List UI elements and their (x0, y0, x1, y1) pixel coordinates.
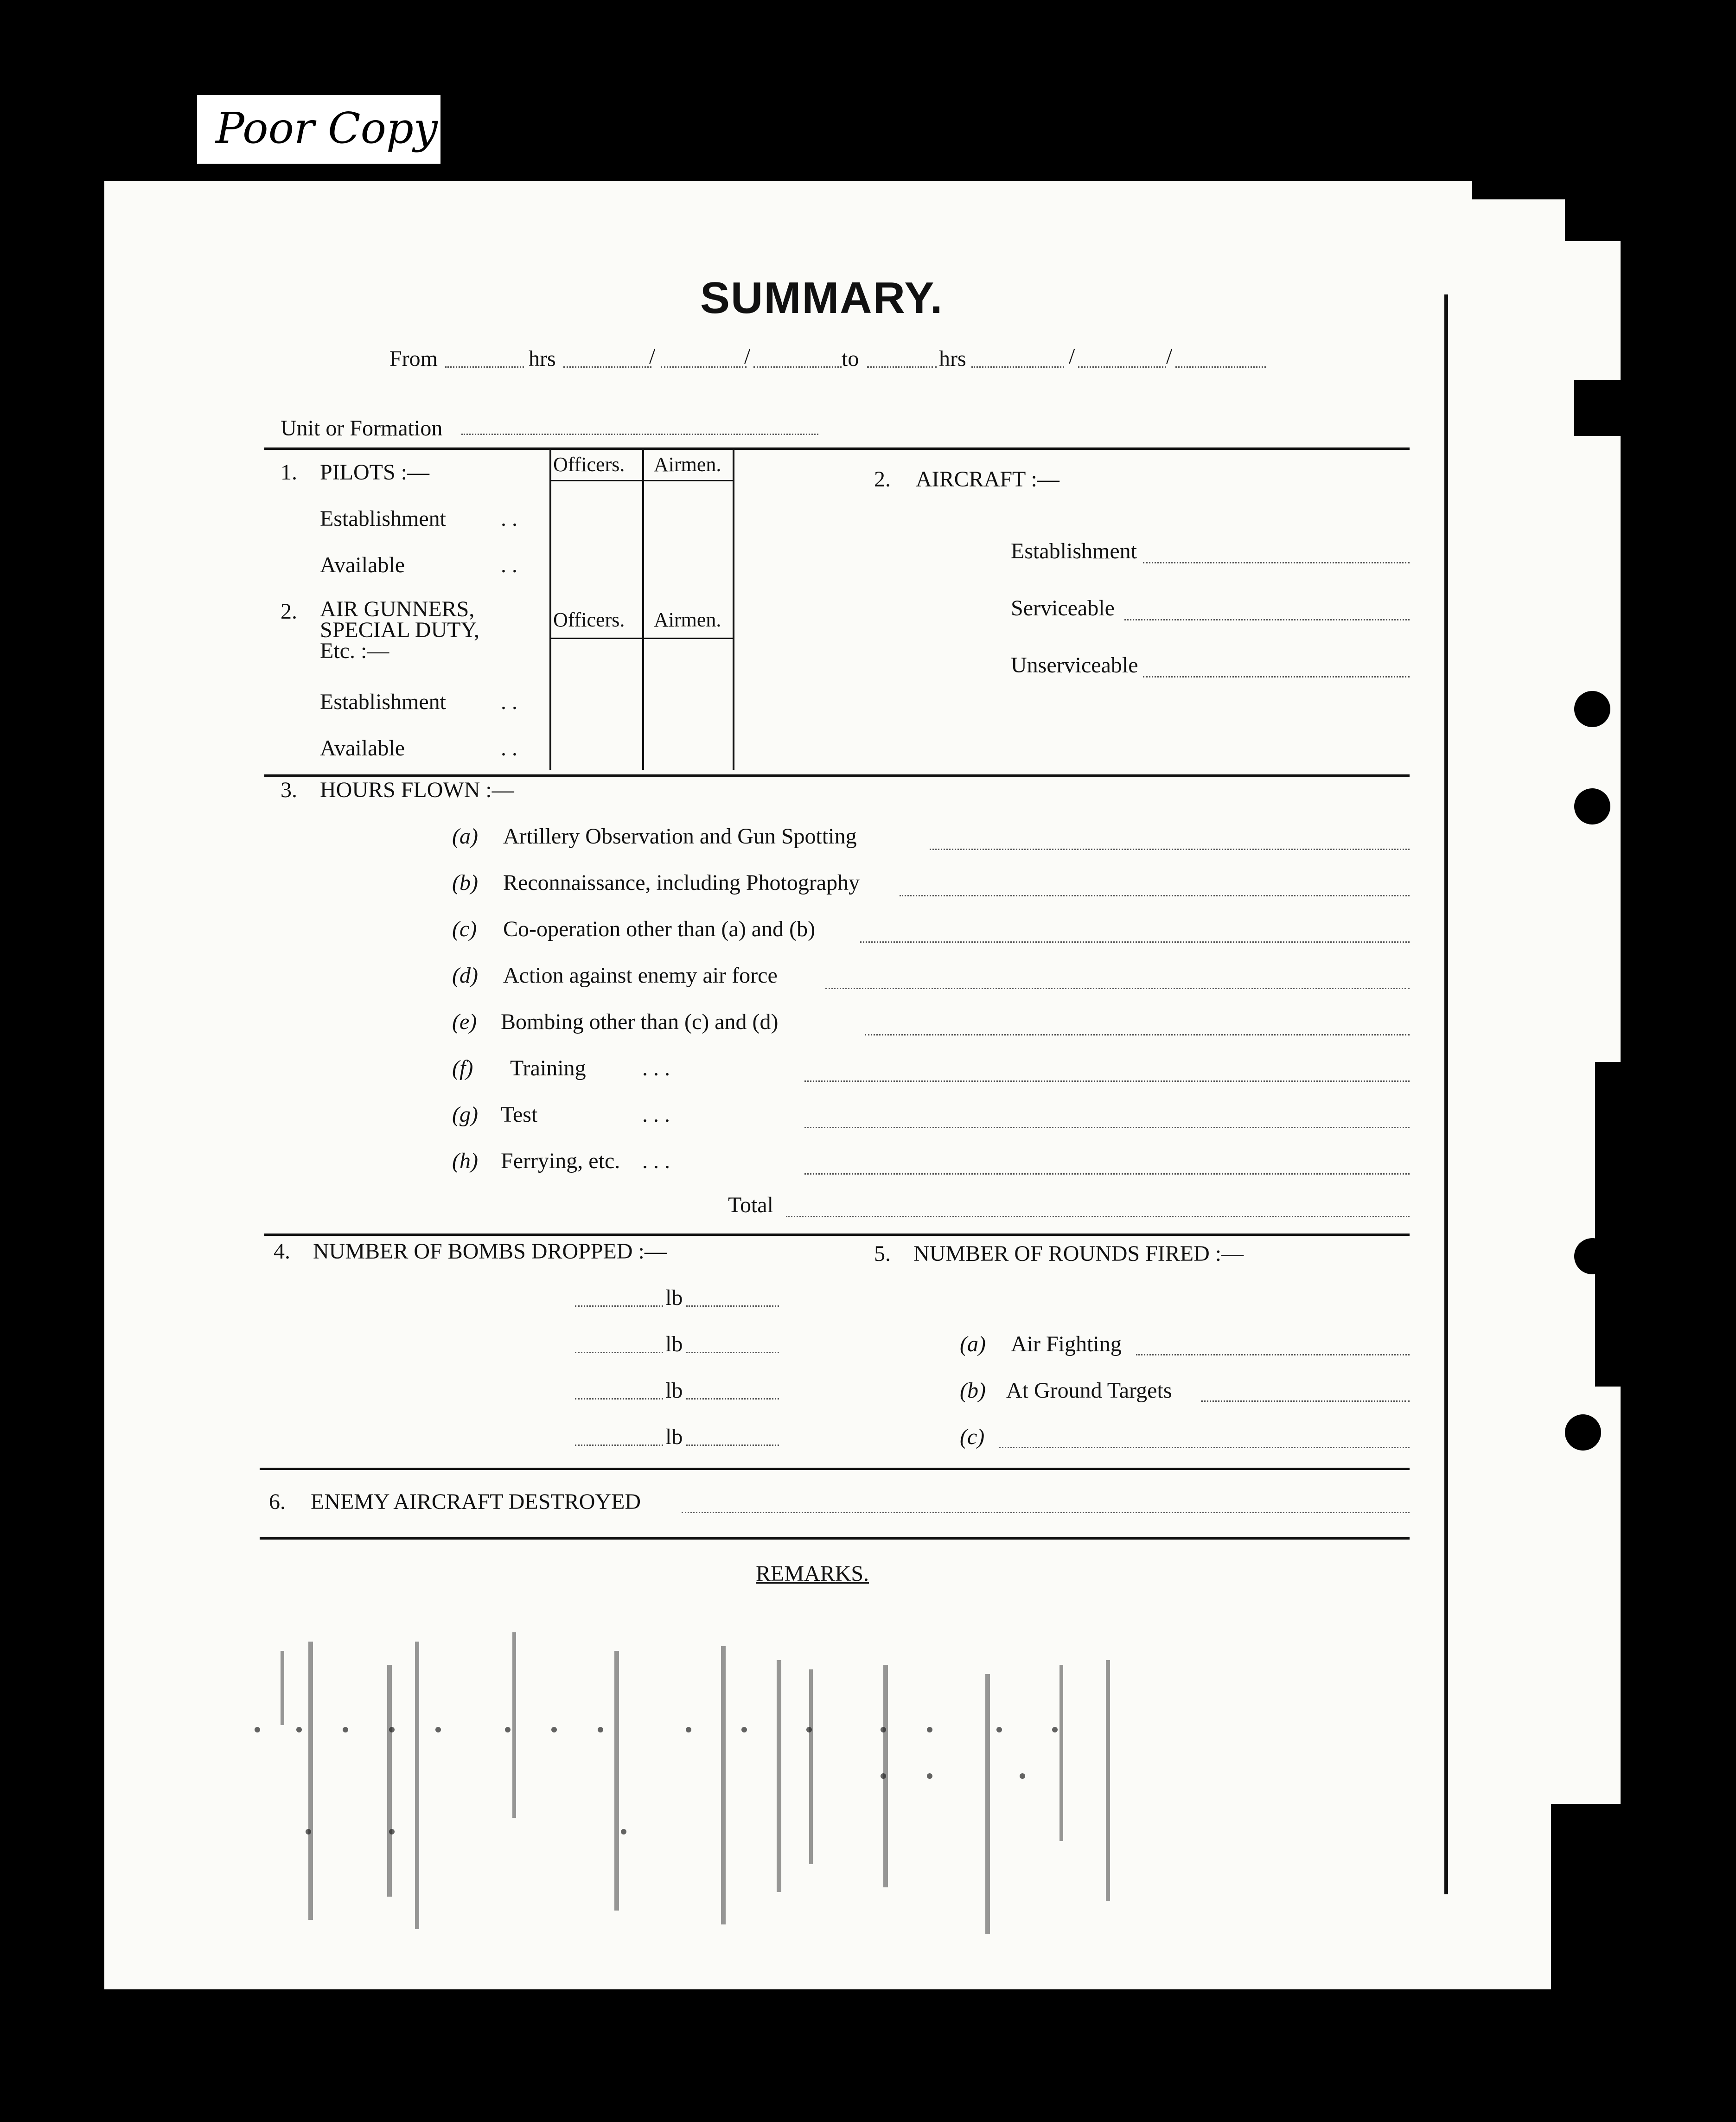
unit-label: Unit or Formation (281, 416, 443, 441)
hours-field-d[interactable] (825, 988, 1410, 989)
header-underline (549, 480, 733, 481)
torn-edge (1472, 181, 1621, 199)
bombs-count-field[interactable] (686, 1398, 779, 1400)
handwritten-annotation: Poor Copy (216, 103, 438, 153)
bombs-weight-field[interactable] (575, 1444, 663, 1446)
hours-field-b[interactable] (900, 895, 1410, 896)
row-label: Establishment (320, 506, 446, 531)
aircraft-establishment-field[interactable] (1143, 562, 1410, 563)
poor-copy-label (197, 95, 440, 164)
item-letter: (b) (452, 870, 478, 895)
item-text: Action against enemy air force (503, 963, 778, 988)
summary-form (104, 181, 1621, 1989)
to-field[interactable] (867, 366, 937, 368)
rounds-ground-targets-field[interactable] (1201, 1400, 1410, 1402)
section-number: 3. (281, 778, 297, 802)
item-text: Test (501, 1102, 538, 1127)
remarks-heading: REMARKS. (756, 1561, 869, 1586)
punch-hole (1574, 691, 1610, 727)
row-label: Available (320, 736, 405, 761)
bombs-count-field[interactable] (686, 1305, 779, 1307)
hours-field-a[interactable] (930, 849, 1410, 850)
total-label: Total (728, 1193, 773, 1217)
item-letter: (d) (452, 963, 478, 988)
aircraft-unserviceable-field[interactable] (1143, 676, 1410, 678)
aircraft-serviceable-field[interactable] (1124, 619, 1410, 620)
punch-hole (1574, 1238, 1610, 1274)
item-text: Air Fighting (1011, 1332, 1122, 1356)
divider (260, 1468, 1410, 1470)
table-line (733, 450, 734, 770)
hours-field-e[interactable] (865, 1034, 1410, 1035)
item-letter: (g) (452, 1102, 478, 1127)
from-month-field[interactable] (661, 366, 747, 368)
item-text: Reconnaissance, including Photography (503, 870, 860, 895)
torn-edge (1551, 1804, 1621, 1989)
section-title-line: SPECIAL DUTY, (320, 618, 480, 642)
table-line (549, 450, 551, 770)
leader-dots: . . . (642, 1149, 670, 1173)
bombs-count-field[interactable] (686, 1444, 779, 1446)
bombs-weight-field[interactable] (575, 1398, 663, 1400)
divider (264, 447, 1410, 450)
divider (264, 1234, 1410, 1236)
row-label: Establishment (320, 690, 446, 714)
bombs-weight-field[interactable] (575, 1352, 663, 1353)
hours-field-f[interactable] (804, 1080, 1410, 1082)
item-letter: (a) (452, 824, 478, 849)
to-day-field[interactable] (971, 366, 1064, 368)
enemy-aircraft-destroyed-field[interactable] (682, 1512, 1410, 1513)
section-title: ENEMY AIRCRAFT DESTROYED (311, 1489, 641, 1514)
hrs-label: hrs (529, 346, 556, 371)
unit-lb: lb (665, 1332, 683, 1356)
table-line (642, 450, 644, 770)
unit-lb: lb (665, 1378, 683, 1403)
item-text: At Ground Targets (1006, 1378, 1172, 1403)
leader-dots: . . (501, 506, 517, 531)
from-field[interactable] (445, 366, 524, 368)
section-number: 5. (874, 1241, 891, 1266)
torn-edge (1595, 1062, 1621, 1387)
column-header: Officers. (553, 453, 625, 476)
torn-edge (1565, 199, 1621, 241)
item-letter: (a) (960, 1332, 986, 1356)
section-number: 2. (281, 599, 297, 624)
item-text: Training (510, 1056, 586, 1080)
section-title: HOURS FLOWN :— (320, 778, 514, 802)
row-label: Establishment (1011, 539, 1137, 563)
punch-hole (1565, 1414, 1601, 1451)
header-underline (549, 638, 733, 639)
bombs-weight-field[interactable] (575, 1305, 663, 1307)
from-year-field[interactable] (753, 366, 842, 368)
column-header: Airmen. (654, 608, 721, 631)
section-number: 6. (269, 1489, 286, 1514)
date-separator: / (649, 344, 656, 369)
section-number: 1. (281, 460, 297, 485)
column-header: Officers. (553, 608, 625, 631)
section-title-line: AIR GUNNERS, (320, 597, 475, 621)
date-separator: / (744, 344, 751, 369)
item-letter: (b) (960, 1378, 986, 1403)
hours-field-c[interactable] (860, 941, 1410, 943)
item-text: Ferrying, etc. (501, 1149, 620, 1173)
section-title: PILOTS :— (320, 460, 430, 485)
unit-lb: lb (665, 1425, 683, 1449)
hours-total-field[interactable] (786, 1216, 1410, 1217)
item-letter: (e) (452, 1010, 477, 1034)
item-letter: (f) (452, 1056, 473, 1080)
leader-dots: . . (501, 553, 517, 577)
date-separator: / (1166, 344, 1173, 369)
rounds-air-fighting-field[interactable] (1136, 1354, 1410, 1355)
row-label: Available (320, 553, 405, 577)
section-number: 4. (274, 1239, 290, 1264)
torn-edge (1574, 380, 1621, 436)
to-year-field[interactable] (1175, 366, 1266, 368)
section-title: NUMBER OF ROUNDS FIRED :— (913, 1241, 1244, 1266)
divider (260, 1537, 1410, 1540)
bleed-through-marks (104, 1572, 1542, 1989)
column-header: Airmen. (654, 453, 721, 476)
hours-field-h[interactable] (804, 1173, 1410, 1175)
to-month-field[interactable] (1078, 366, 1166, 368)
item-letter: (c) (960, 1425, 985, 1449)
section-title: AIRCRAFT :— (916, 467, 1059, 492)
from-label: From (389, 346, 438, 371)
to-label: to (842, 346, 859, 371)
divider (264, 774, 1410, 777)
bombs-count-field[interactable] (686, 1352, 779, 1353)
page-title: SUMMARY. (700, 273, 944, 323)
punch-hole (1574, 788, 1610, 825)
item-letter: (c) (452, 917, 477, 941)
section-number: 2. (874, 467, 891, 492)
leader-dots: . . . (642, 1102, 670, 1127)
hours-field-g[interactable] (804, 1127, 1410, 1128)
row-label: Serviceable (1011, 596, 1115, 620)
item-text: Artillery Observation and Gun Spotting (503, 824, 857, 849)
item-letter: (h) (452, 1149, 478, 1173)
leader-dots: . . (501, 736, 517, 761)
date-separator: / (1069, 344, 1075, 369)
leader-dots: . . . (642, 1056, 670, 1080)
from-day-field[interactable] (563, 366, 651, 368)
unit-field[interactable] (461, 434, 818, 435)
row-label: Unserviceable (1011, 653, 1138, 678)
hrs-label: hrs (939, 346, 966, 371)
item-text: Bombing other than (c) and (d) (501, 1010, 779, 1034)
section-title: NUMBER OF BOMBS DROPPED :— (313, 1239, 667, 1264)
unit-lb: lb (665, 1285, 683, 1310)
section-title-line: Etc. :— (320, 639, 389, 663)
leader-dots: . . (501, 690, 517, 714)
rounds-other-field[interactable] (999, 1447, 1410, 1448)
item-text: Co-operation other than (a) and (b) (503, 917, 816, 941)
